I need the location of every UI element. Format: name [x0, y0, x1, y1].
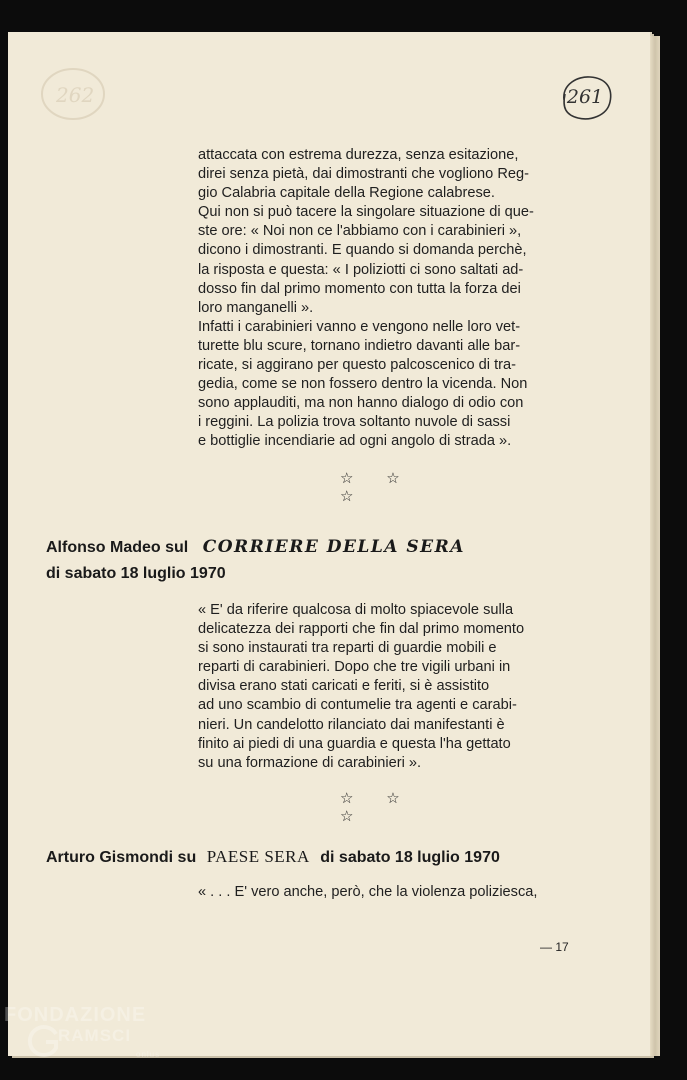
text-line: dicono i dimostranti. E quando si domanda perchè, — [198, 242, 527, 259]
watermark-text: onlus — [136, 1050, 161, 1059]
text-line: delicatezza dei rapporti che fin dal primo momento — [198, 621, 525, 638]
section-separator-stars: ☆ ☆ ☆ — [340, 789, 414, 825]
text-line: la risposta e questa: « I poliziotti ci sono saltati ad- — [198, 261, 524, 278]
text-line: divisa erano stati caricati e feriti, si è assistito — [198, 678, 490, 695]
text-line: sono applauditi, ma non hanno dialogo di odio con — [198, 395, 524, 412]
heading-newspaper-name: CORRIERE DELLA SERA — [202, 537, 465, 557]
article-text-block-2 — [198, 601, 574, 773]
text-line: turette blu scure, tornano indietro davanti alle bar- — [198, 337, 521, 354]
watermark-logo-icon — [26, 1024, 60, 1058]
handwritten-number: 261 — [566, 86, 604, 108]
text-line: attaccata con estrema durezza, senza esitazione, — [198, 147, 519, 163]
page-number: — 17 — [540, 940, 569, 954]
text-line: finito ai piedi di una guardia e questa l'ha gettato — [198, 735, 511, 752]
article-text-block-3 — [198, 883, 574, 902]
text-line: i reggini. La polizia trova soltanto nuvole di sassi — [198, 414, 511, 431]
text-line: Infatti i carabinieri vanno e vengono nelle loro vet- — [198, 318, 521, 335]
text-line: ricate, si aggirano per questo palcoscenico di tra- — [198, 357, 516, 374]
text-line: ste ore: « Noi non ce l'abbiamo con i carabinieri », — [198, 223, 522, 240]
heading-author: Alfonso Madeo sul — [46, 539, 189, 556]
heading-newspaper-name: PAESE SERA — [206, 847, 310, 866]
text-line: « E' da riferire qualcosa di molto spiacevole sulla — [198, 602, 514, 618]
watermark-text: RAMSCI — [58, 1026, 132, 1045]
svg-text:262: 262 — [56, 83, 95, 107]
heading-date: di sabato 18 luglio 1970 — [320, 849, 500, 866]
text-line: dosso fin dal primo momento con tutta la forza dei — [198, 280, 521, 297]
text-line: « . . . E' vero anche, però, che la violenza poliziesca, — [198, 884, 538, 900]
section-heading-gismondi — [46, 847, 500, 867]
text-line: nieri. Un candelotto rilanciato dai manifestanti è — [198, 716, 505, 733]
archive-watermark — [4, 1004, 161, 1059]
text-line: ad uno scambio di contumelie tra agenti e carabi- — [198, 697, 517, 714]
faded-stamp-mark — [38, 64, 108, 124]
text-line: direi senza pietà, dai dimostranti che vogliono Reg- — [198, 166, 529, 183]
section-heading-date: di sabato 18 luglio 1970 — [46, 565, 226, 582]
article-text-block-1 — [198, 146, 574, 452]
section-separator-stars: ☆ ☆ ☆ — [340, 469, 414, 505]
text-line: gedia, come se non fossero dentro la vicenda. Non — [198, 376, 528, 393]
heading-author: Arturo Gismondi su — [46, 849, 197, 866]
text-line: Qui non si può tacere la singolare situazione di que- — [198, 204, 534, 221]
section-heading-madeo — [46, 537, 465, 557]
watermark-text: FONDAZIONE — [4, 1004, 147, 1026]
text-line: e bottiglie incendiarie ad ogni angolo di strada ». — [198, 433, 512, 450]
page-edge — [650, 36, 660, 1056]
text-line: reparti di carabinieri. Dopo che tre vigili urbani in — [198, 659, 511, 676]
text-line: su una formazione di carabinieri ». — [198, 754, 422, 771]
text-line: loro manganelli ». — [198, 299, 314, 316]
text-line: gio Calabria capitale della Regione calabrese. — [198, 185, 495, 202]
text-line: si sono instaurati tra reparti di guardie mobili e — [198, 640, 497, 657]
handwritten-page-annotation — [556, 72, 614, 124]
